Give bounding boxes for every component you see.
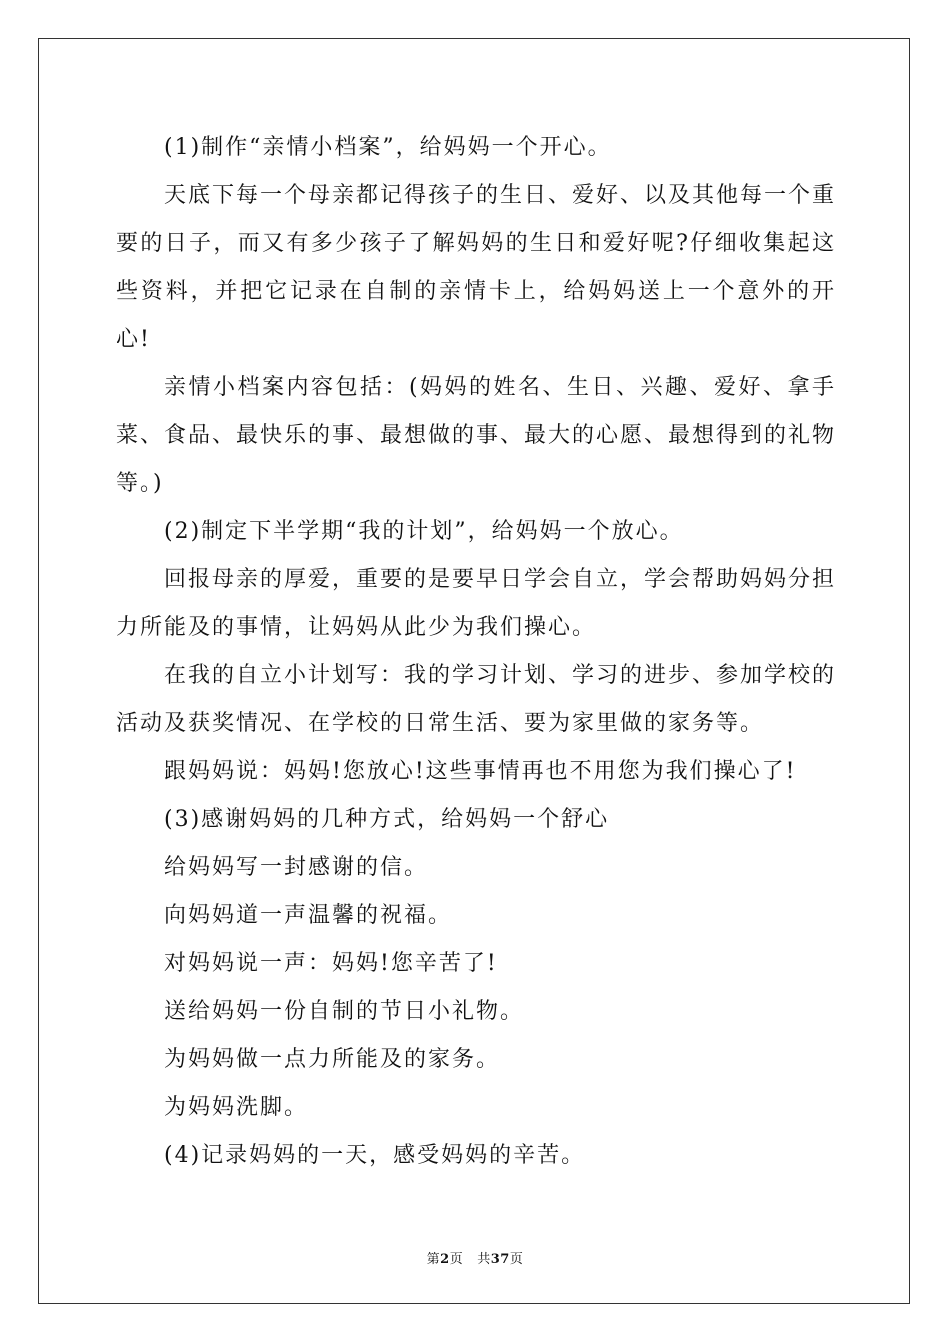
- page-footer: [0, 1248, 950, 1267]
- total-pages: 37: [490, 1252, 510, 1267]
- paragraph-14: 为妈妈洗脚。: [164, 1095, 309, 1120]
- paragraph-3: 亲情小档案内容包括：(妈妈的姓名、生日、兴趣、爱好、拿手菜、食品、最快乐的事、最想做的事、最大的心愿、最想得到的礼物等。): [116, 375, 837, 496]
- paragraph-6: 在我的自立小计划写：我的学习计划、学习的进步、参加学校的活动及获奖情况、在学校的日常生活、要为家里做的家务等。: [116, 663, 837, 736]
- paragraph-2: 天底下每一个母亲都记得孩子的生日、爱好、以及其他每一个重要的日子，而又有多少孩子了解妈妈的生日和爱好呢?仔细收集起这些资料，并把它记录在自制的亲情卡上，给妈妈送上一个意外的开心!: [116, 183, 837, 352]
- page-suffix: 页: [449, 1252, 464, 1267]
- paragraph-11: 对妈妈说一声：妈妈!您辛苦了!: [164, 951, 498, 976]
- total-suffix: 页: [509, 1252, 524, 1267]
- paragraph-9: 给妈妈写一封感谢的信。: [164, 855, 429, 880]
- paragraph-12: 送给妈妈一份自制的节日小礼物。: [164, 999, 525, 1024]
- paragraph-5: 回报母亲的厚爱，重要的是要早日学会自立，学会帮助妈妈分担力所能及的事情，让妈妈从此少为我们操心。: [116, 567, 837, 640]
- paragraph-13: 为妈妈做一点力所能及的家务。: [164, 1047, 501, 1072]
- page-number: 2: [440, 1252, 450, 1267]
- document-body: [116, 124, 836, 1180]
- paragraph-7: 跟妈妈说：妈妈!您放心!这些事情再也不用您为我们操心了!: [164, 759, 797, 784]
- paragraph-1: (1)制作“亲情小档案”，给妈妈一个开心。: [164, 135, 612, 160]
- page-prefix: 第: [426, 1252, 441, 1267]
- paragraph-4: (2)制定下半学期“我的计划”，给妈妈一个放心。: [164, 519, 684, 544]
- paragraph-8: (3)感谢妈妈的几种方式，给妈妈一个舒心: [164, 807, 610, 832]
- paragraph-15: (4)记录妈妈的一天，感受妈妈的辛苦。: [164, 1143, 586, 1168]
- paragraph-10: 向妈妈道一声温馨的祝福。: [164, 903, 453, 928]
- total-prefix: 共: [477, 1252, 491, 1267]
